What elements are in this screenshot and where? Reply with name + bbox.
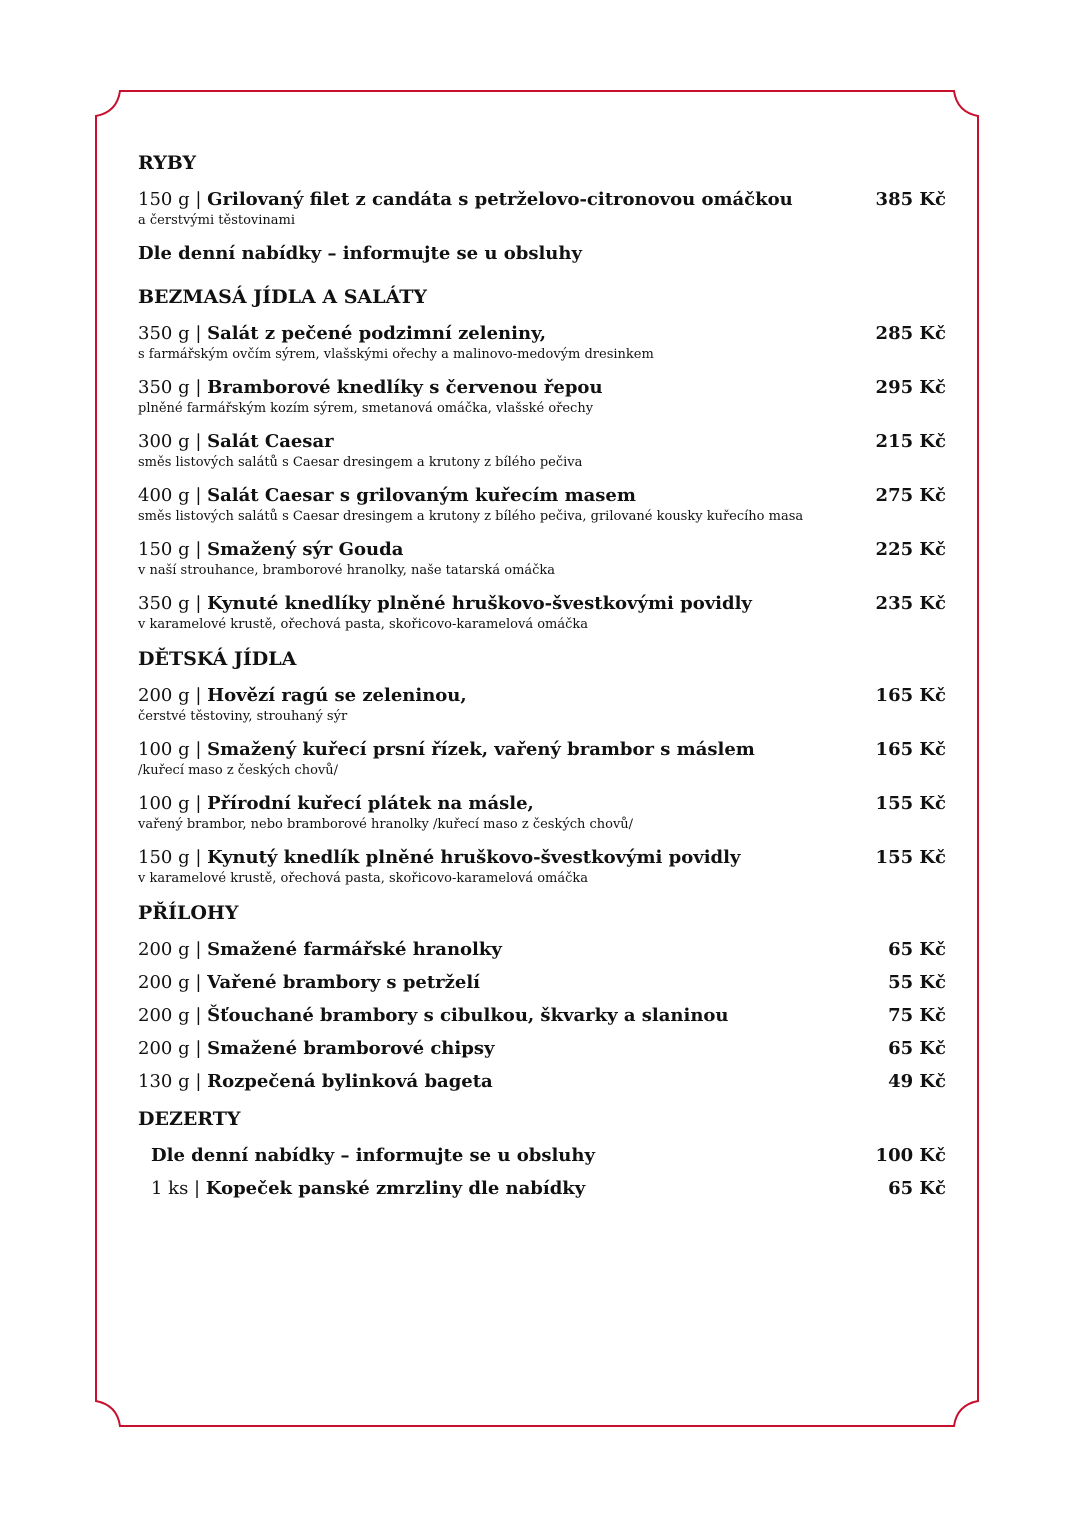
menu-item-row	[138, 846, 946, 870]
menu-item	[138, 1004, 946, 1028]
item-price: 100 Kč	[875, 1145, 946, 1166]
section-title: DEZERTY	[138, 1108, 241, 1130]
menu-section	[138, 284, 946, 633]
menu-item	[138, 938, 946, 962]
menu-item-main	[138, 1037, 494, 1061]
item-separator: |	[189, 431, 208, 452]
menu-item-row	[151, 1144, 946, 1168]
menu-item-main	[138, 538, 403, 562]
item-name: Kynuté knedlíky plněné hruškovo-švestkovými povidly	[207, 593, 752, 614]
item-price: 155 Kč	[875, 793, 946, 814]
item-description: vařený brambor, nebo bramborové hranolky /kuřecí maso z českých chovů/	[138, 817, 634, 832]
item-separator: |	[188, 1178, 206, 1199]
item-price: 275 Kč	[875, 485, 946, 506]
menu-item-main	[138, 792, 534, 816]
item-name: Salát z pečené podzimní zeleniny,	[207, 323, 547, 344]
item-weight: 400 g	[138, 485, 190, 506]
menu-item-main	[138, 592, 752, 616]
menu-section	[138, 150, 946, 266]
menu-item	[138, 1177, 946, 1201]
menu-item	[138, 738, 946, 779]
item-weight: 200 g	[138, 1005, 190, 1026]
item-separator: |	[189, 189, 208, 210]
menu-item-main	[138, 1070, 493, 1094]
item-weight: 100 g	[138, 739, 190, 760]
item-name: Smažené farmářské hranolky	[207, 939, 502, 960]
item-weight: 300 g	[138, 431, 190, 452]
menu-item	[138, 188, 946, 229]
item-name: Bramborové knedlíky s červenou řepou	[207, 377, 603, 398]
item-price: 55 Kč	[888, 972, 946, 993]
item-price: 65 Kč	[888, 1038, 946, 1059]
menu	[138, 150, 946, 1213]
item-weight: 200 g	[138, 972, 190, 993]
item-name: Smažený kuřecí prsní řízek, vařený brambor s máslem	[207, 739, 755, 760]
item-separator: |	[189, 377, 208, 398]
menu-item-row	[138, 1037, 946, 1061]
item-name: Smažené bramborové chipsy	[207, 1038, 495, 1059]
item-weight: 1 ks	[151, 1178, 189, 1199]
menu-item	[138, 1037, 946, 1061]
item-description: plněné farmářským kozím sýrem, smetanová omáčka, vlašské ořechy	[138, 401, 594, 416]
item-weight: 200 g	[138, 939, 190, 960]
menu-item-main	[138, 430, 334, 454]
item-name: Smažený sýr Gouda	[207, 539, 404, 560]
menu-item	[138, 484, 946, 525]
item-separator: |	[189, 539, 208, 560]
item-name: Salát Caesar s grilovaným kuřecím masem	[207, 485, 636, 506]
menu-section	[138, 900, 946, 1094]
item-description: s farmářským ovčím sýrem, vlašskými ořechy a malinovo-medovým dresinkem	[138, 347, 654, 362]
item-separator: |	[189, 793, 208, 814]
menu-item-main	[138, 484, 636, 508]
item-separator: |	[189, 485, 208, 506]
menu-item-row	[138, 322, 946, 346]
item-description: v karamelové krustě, ořechová pasta, skořicovo-karamelová omáčka	[138, 871, 589, 886]
menu-section	[138, 1106, 946, 1201]
item-separator: |	[189, 939, 208, 960]
menu-item-main	[151, 1177, 585, 1201]
item-price: 49 Kč	[888, 1071, 946, 1092]
item-name: Šťouchané brambory s cibulkou, škvarky a slaninou	[207, 1005, 729, 1026]
menu-item-row	[138, 484, 946, 508]
item-separator: |	[189, 685, 208, 706]
menu-item-row	[151, 1177, 946, 1201]
menu-item	[138, 846, 946, 887]
item-separator: |	[189, 1005, 208, 1026]
item-name: Přírodní kuřecí plátek na másle,	[207, 793, 534, 814]
section-note: Dle denní nabídky – informujte se u obsluhy	[138, 243, 582, 264]
item-price: 165 Kč	[875, 739, 946, 760]
item-price: 385 Kč	[875, 189, 946, 210]
menu-item	[138, 1070, 946, 1094]
item-description: směs listových salátů s Caesar dresingem a krutony z bílého pečiva, grilované kousky kuřecího masa	[138, 509, 804, 524]
item-name: Grilovaný filet z candáta s petrželovo-citronovou omáčkou	[207, 189, 793, 210]
item-price: 285 Kč	[875, 323, 946, 344]
menu-item-main	[138, 376, 603, 400]
menu-item-main	[138, 322, 546, 346]
item-weight: 350 g	[138, 593, 190, 614]
menu-item-main	[138, 971, 480, 995]
item-price: 295 Kč	[875, 377, 946, 398]
menu-item-row	[138, 971, 946, 995]
item-description: v karamelové krustě, ořechová pasta, skořicovo-karamelová omáčka	[138, 617, 589, 632]
item-separator: |	[189, 1038, 208, 1059]
menu-item-main	[138, 846, 740, 870]
menu-item	[138, 322, 946, 363]
item-separator: |	[189, 972, 208, 993]
item-separator: |	[189, 1071, 208, 1092]
menu-item-row	[138, 684, 946, 708]
item-name: Rozpečená bylinková bageta	[207, 1071, 493, 1092]
section-title: BEZMASÁ JÍDLA A SALÁTY	[138, 286, 427, 308]
menu-item-main	[151, 1144, 595, 1168]
item-weight: 150 g	[138, 189, 190, 210]
item-description: /kuřecí maso z českých chovů/	[138, 763, 339, 778]
menu-item-row	[138, 738, 946, 762]
item-name: Kynutý knedlík plněné hruškovo-švestkovými povidly	[207, 847, 741, 868]
menu-item-main	[138, 684, 467, 708]
menu-section	[138, 646, 946, 887]
menu-item-main	[138, 1004, 729, 1028]
section-title: DĚTSKÁ JÍDLA	[138, 648, 297, 670]
item-name: Vařené brambory s petrželí	[207, 972, 481, 993]
item-price: 65 Kč	[888, 939, 946, 960]
item-price: 215 Kč	[875, 431, 946, 452]
menu-item-main	[138, 738, 755, 762]
menu-item	[138, 971, 946, 995]
menu-item	[138, 792, 946, 833]
menu-item-row	[138, 592, 946, 616]
item-separator: |	[189, 739, 208, 760]
item-price: 65 Kč	[888, 1178, 946, 1199]
menu-item-row	[138, 1004, 946, 1028]
item-separator: |	[189, 847, 208, 868]
item-weight: 150 g	[138, 847, 190, 868]
item-description: v naší strouhance, bramborové hranolky, naše tatarská omáčka	[138, 563, 556, 578]
item-weight: 350 g	[138, 323, 190, 344]
section-title: RYBY	[138, 152, 197, 174]
item-price: 155 Kč	[875, 847, 946, 868]
menu-item-main	[138, 188, 793, 212]
item-weight: 350 g	[138, 377, 190, 398]
item-name: Dle denní nabídky – informujte se u obsluhy	[151, 1145, 595, 1166]
section-title: PŘÍLOHY	[138, 902, 239, 924]
item-description: směs listových salátů s Caesar dresingem a krutony z bílého pečiva	[138, 455, 583, 470]
item-name: Salát Caesar	[207, 431, 334, 452]
item-separator: |	[189, 323, 208, 344]
item-description: a čerstvými těstovinami	[138, 213, 296, 228]
menu-item-row	[138, 1070, 946, 1094]
menu-item-row	[138, 376, 946, 400]
menu-item	[138, 538, 946, 579]
item-price: 235 Kč	[875, 593, 946, 614]
item-name: Kopeček panské zmrzliny dle nabídky	[205, 1178, 586, 1199]
item-weight: 200 g	[138, 1038, 190, 1059]
item-weight: 130 g	[138, 1071, 190, 1092]
menu-item-row	[138, 938, 946, 962]
item-weight: 100 g	[138, 793, 190, 814]
menu-item-main	[138, 938, 502, 962]
menu-item-row	[138, 792, 946, 816]
item-price: 75 Kč	[888, 1005, 946, 1026]
menu-item	[138, 430, 946, 471]
menu-item	[138, 684, 946, 725]
item-price: 225 Kč	[875, 539, 946, 560]
menu-item-row	[138, 430, 946, 454]
item-separator: |	[189, 593, 208, 614]
menu-item-row	[138, 538, 946, 562]
menu-item-row	[138, 188, 946, 212]
menu-item	[138, 592, 946, 633]
item-weight: 200 g	[138, 685, 190, 706]
item-weight: 150 g	[138, 539, 190, 560]
menu-item	[138, 1144, 946, 1168]
menu-item	[138, 376, 946, 417]
item-name: Hovězí ragú se zeleninou,	[207, 685, 467, 706]
item-description: čerstvé těstoviny, strouhaný sýr	[138, 709, 348, 724]
item-price: 165 Kč	[875, 685, 946, 706]
